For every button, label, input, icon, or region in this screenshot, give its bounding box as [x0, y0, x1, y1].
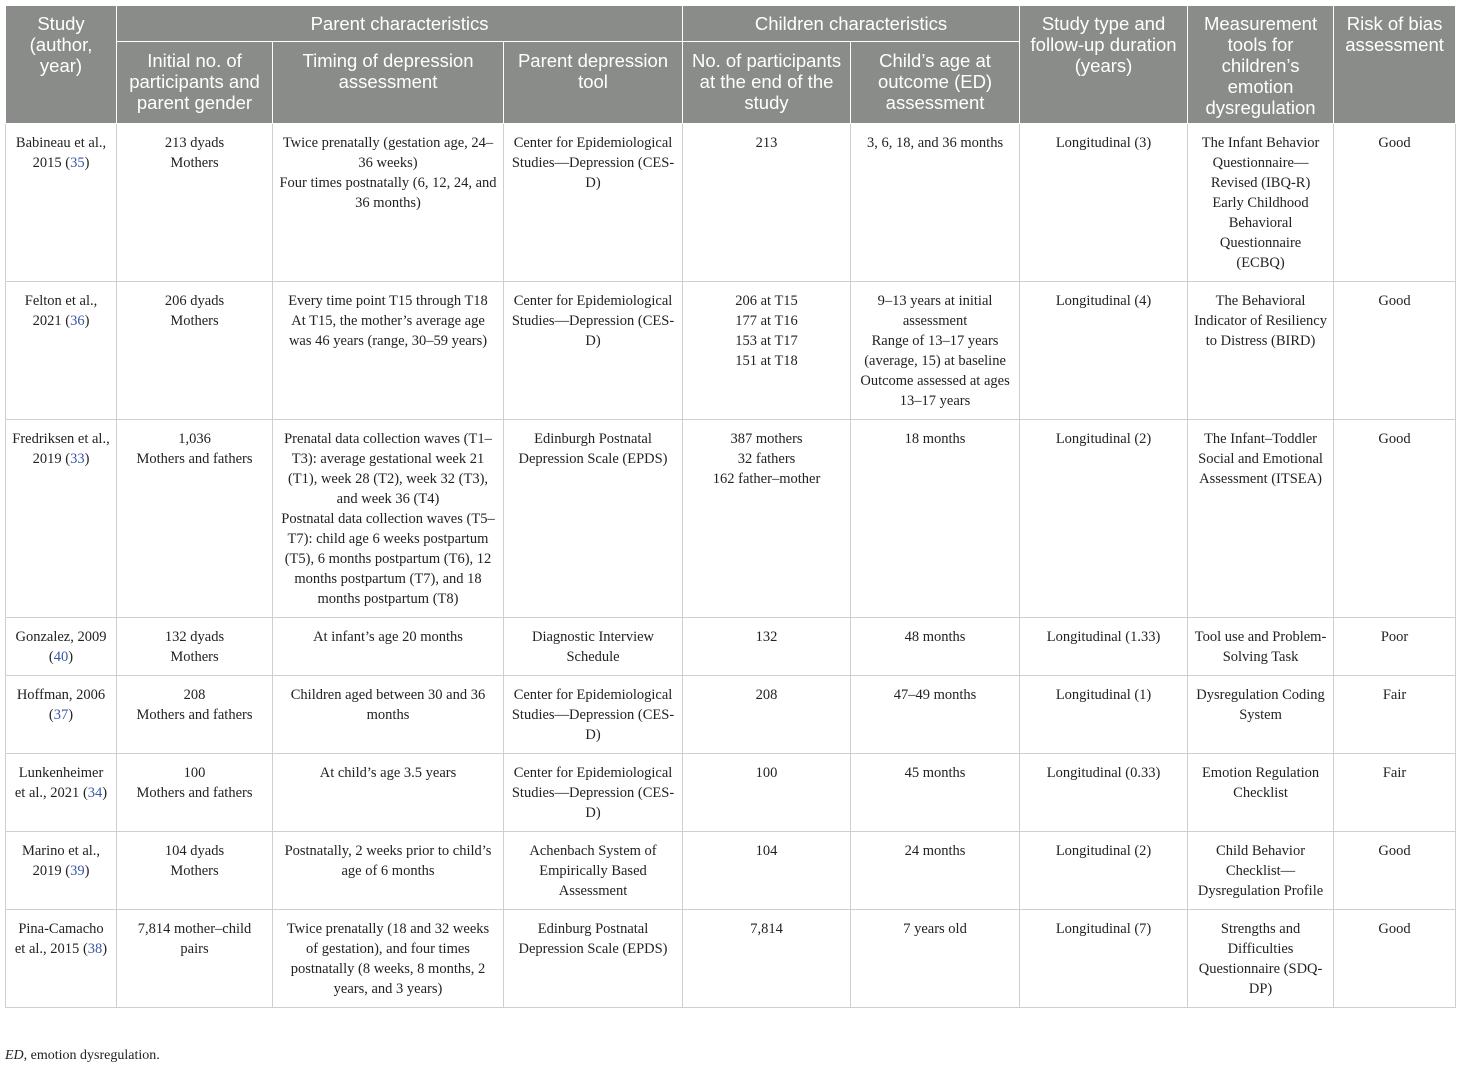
study-cell: Hoffman, 2006 (37)	[6, 676, 117, 754]
cell-line: 177 at T16	[735, 313, 798, 329]
risk-of-bias-cell: Good	[1334, 282, 1456, 420]
participants-end-cell	[683, 754, 851, 832]
cell-line: Mothers	[170, 863, 219, 879]
cell-line: Postnatal data collection waves (T5–T7): child age 6 weeks postpartum (T5), 6 months postpartum (T6), 12 months postpartum (T7), and 18 months postpartum (T8)	[281, 511, 495, 607]
child-age-cell	[851, 420, 1020, 618]
parent-tool-cell	[504, 832, 683, 910]
risk-of-bias-cell: Good	[1334, 124, 1456, 282]
header-study: Study (author, year)	[6, 6, 117, 124]
timing-cell	[273, 754, 504, 832]
cell-line: Longitudinal (2)	[1055, 431, 1152, 447]
cell-line: 104 dyads	[164, 843, 225, 859]
cell-line: Dysregulation Coding System	[1196, 687, 1325, 723]
study-type-cell	[1020, 618, 1188, 676]
header-child-age: Child’s age at outcome (ED) assessment	[851, 41, 1020, 123]
study-cell: Pina-Camacho et al., 2015 (38)	[6, 910, 117, 1008]
cell-line: Longitudinal (7)	[1055, 921, 1152, 937]
cell-line: 1,036	[178, 431, 211, 447]
cell-line: 153 at T17	[735, 333, 798, 349]
cell-line: Center for Epidemiological Studies—Depression (CES-D)	[511, 293, 675, 349]
cell-line: Longitudinal (1.33)	[1046, 629, 1161, 645]
child-age-cell	[851, 124, 1020, 282]
parent-tool-cell	[504, 124, 683, 282]
cell-line: Longitudinal (0.33)	[1046, 765, 1161, 781]
table-header	[6, 6, 1456, 124]
timing-cell	[273, 282, 504, 420]
reference-link[interactable]: 38	[87, 941, 103, 957]
cell-line: Edinburgh Postnatal Depression Scale (EPDS)	[518, 431, 668, 467]
participants-end-cell	[683, 910, 851, 1008]
study-type-cell	[1020, 282, 1188, 420]
cell-line: 47–49 months	[893, 687, 977, 703]
table-row	[6, 124, 1456, 282]
reference-link[interactable]: 36	[70, 313, 85, 329]
cell-line: 132	[755, 629, 778, 645]
parent-tool-cell	[504, 618, 683, 676]
cell-line: 208	[183, 687, 206, 703]
participants-end-cell	[683, 618, 851, 676]
cell-line: 206 dyads	[164, 293, 225, 309]
header-children-characteristics: Children characteristics	[683, 6, 1020, 42]
initial-participants-cell	[117, 420, 273, 618]
cell-line: Mothers	[170, 649, 219, 665]
cell-line: Edinburg Postnatal Depression Scale (EPDS)	[518, 921, 668, 957]
participants-end-cell	[683, 282, 851, 420]
table-row	[6, 618, 1456, 676]
child-age-cell	[851, 676, 1020, 754]
study-type-cell	[1020, 754, 1188, 832]
cell-line: 208	[755, 687, 778, 703]
cell-line: 213	[755, 135, 778, 151]
cell-line: Mothers and fathers	[136, 451, 253, 467]
risk-of-bias-cell: Fair	[1334, 676, 1456, 754]
cell-line: 7,814 mother–child pairs	[137, 921, 252, 957]
participants-end-cell	[683, 124, 851, 282]
cell-line: 206 at T15	[735, 293, 798, 309]
risk-of-bias-cell: Good	[1334, 832, 1456, 910]
study-name: Fredriksen et al., 2019	[12, 431, 110, 467]
initial-participants-cell	[117, 124, 273, 282]
reference-link[interactable]: 34	[87, 785, 103, 801]
study-name: Pina-Camacho et al., 2015	[14, 921, 104, 957]
cell-line: Mothers and fathers	[136, 785, 253, 801]
timing-cell	[273, 420, 504, 618]
cell-line: Longitudinal (3)	[1055, 135, 1152, 151]
study-name: Felton et al., 2021	[24, 293, 98, 329]
cell-line: Center for Epidemiological Studies—Depression (CES-D)	[511, 765, 675, 821]
cell-line: Center for Epidemiological Studies—Depression (CES-D)	[511, 687, 675, 743]
child-age-cell	[851, 754, 1020, 832]
cell-line: 151 at T18	[735, 353, 798, 369]
cell-line: Longitudinal (4)	[1055, 293, 1152, 309]
study-name: Hoffman, 2006	[16, 687, 106, 703]
parent-tool-cell	[504, 676, 683, 754]
timing-cell	[273, 910, 504, 1008]
header-measurement-tools: Measurement tools for children’s emotion dysregulation	[1188, 6, 1334, 124]
measurement-tool-cell	[1188, 676, 1334, 754]
cell-line: Early Childhood Behavioral Questionnaire (ECBQ)	[1212, 195, 1309, 271]
cell-line: 104	[755, 843, 778, 859]
cell-line: Twice prenatally (gestation age, 24–36 weeks)	[282, 135, 494, 171]
timing-cell	[273, 676, 504, 754]
timing-cell	[273, 124, 504, 282]
table-row	[6, 282, 1456, 420]
study-cell: Gonzalez, 2009 (40)	[6, 618, 117, 676]
participants-end-cell	[683, 832, 851, 910]
risk-of-bias-cell: Poor	[1334, 618, 1456, 676]
header-study-type: Study type and follow-up duration (years)	[1020, 6, 1188, 124]
study-type-cell	[1020, 832, 1188, 910]
parent-tool-cell	[504, 910, 683, 1008]
study-type-cell	[1020, 420, 1188, 618]
cell-line: At child’s age 3.5 years	[319, 765, 457, 781]
cell-line: Longitudinal (2)	[1055, 843, 1152, 859]
cell-line: Children aged between 30 and 36 months	[290, 687, 486, 723]
cell-line: 3, 6, 18, and 36 months	[866, 135, 1004, 151]
study-cell: Fredriksen et al., 2019 (33)	[6, 420, 117, 618]
risk-of-bias-cell: Good	[1334, 420, 1456, 618]
reference-link[interactable]: 33	[70, 451, 85, 467]
reference-link[interactable]: 35	[70, 155, 85, 171]
cell-line: Mothers	[170, 313, 219, 329]
timing-cell	[273, 618, 504, 676]
risk-of-bias-cell: Good	[1334, 910, 1456, 1008]
cell-line: The Behavioral Indicator of Resiliency to Distress (BIRD)	[1194, 293, 1327, 349]
cell-line: Range of 13–17 years (average, 15) at baseline	[864, 333, 1006, 369]
participants-end-cell	[683, 676, 851, 754]
timing-cell	[273, 832, 504, 910]
cell-line: 18 months	[904, 431, 966, 447]
initial-participants-cell	[117, 618, 273, 676]
child-age-cell	[851, 618, 1020, 676]
cell-line: 24 months	[904, 843, 966, 859]
cell-line: 387 mothers	[730, 431, 803, 447]
study-table-container	[5, 5, 1455, 1008]
header-participants-end: No. of participants at the end of the study	[683, 41, 851, 123]
study-type-cell	[1020, 910, 1188, 1008]
initial-participants-cell	[117, 282, 273, 420]
header-timing: Timing of depression assessment	[273, 41, 504, 123]
cell-line: Longitudinal (1)	[1055, 687, 1152, 703]
study-name: Marino et al., 2019	[21, 843, 101, 879]
cell-line: Strengths and Difficulties Questionnaire (SDQ-DP)	[1198, 921, 1323, 997]
table-row	[6, 832, 1456, 910]
child-age-cell	[851, 910, 1020, 1008]
cell-line: 162 father–mother	[712, 471, 821, 487]
cell-line: 7 years old	[903, 921, 967, 937]
study-cell: Babineau et al., 2015 (35)	[6, 124, 117, 282]
header-parent-characteristics: Parent characteristics	[117, 6, 683, 42]
table-row	[6, 676, 1456, 754]
study-type-cell	[1020, 124, 1188, 282]
child-age-cell	[851, 832, 1020, 910]
cell-line: Mothers and fathers	[136, 707, 253, 723]
cell-line: 9–13 years at initial assessment	[877, 293, 993, 329]
cell-line: Prenatal data collection waves (T1–T3): average gestational week 21 (T1), week 28 (T2), week 32 (T3), and week 36 (T4)	[284, 431, 492, 507]
study-cell: Lunkenheimer et al., 2021 (34)	[6, 754, 117, 832]
table-row	[6, 420, 1456, 618]
reference-link[interactable]: 40	[53, 649, 69, 665]
initial-participants-cell	[117, 676, 273, 754]
reference-link[interactable]: 37	[53, 707, 69, 723]
cell-line: 100	[183, 765, 206, 781]
cell-line: 45 months	[904, 765, 966, 781]
cell-line: At infant’s age 20 months	[313, 629, 463, 645]
measurement-tool-cell	[1188, 282, 1334, 420]
cell-line: 100	[755, 765, 778, 781]
study-type-cell	[1020, 676, 1188, 754]
measurement-tool-cell	[1188, 420, 1334, 618]
cell-line: Emotion Regulation Checklist	[1201, 765, 1320, 801]
cell-line: 132 dyads	[164, 629, 225, 645]
table-row	[6, 754, 1456, 832]
cell-line: 48 months	[904, 629, 966, 645]
study-characteristics-table	[5, 5, 1456, 1008]
cell-line: 7,814	[750, 921, 783, 937]
header-initial-participants: Initial no. of participants and parent gender	[117, 41, 273, 123]
cell-line: Achenbach System of Empirically Based Assessment	[529, 843, 657, 899]
parent-tool-cell	[504, 282, 683, 420]
cell-line: Mothers	[170, 155, 219, 171]
initial-participants-cell	[117, 754, 273, 832]
cell-line: Every time point T15 through T18	[288, 293, 488, 309]
measurement-tool-cell	[1188, 910, 1334, 1008]
header-parent-tool: Parent depression tool	[504, 41, 683, 123]
participants-end-cell	[683, 420, 851, 618]
parent-tool-cell	[504, 420, 683, 618]
cell-line: Center for Epidemiological Studies—Depression (CES-D)	[511, 135, 675, 191]
study-cell: Marino et al., 2019 (39)	[6, 832, 117, 910]
study-name: Gonzalez, 2009	[15, 629, 107, 645]
cell-line: At T15, the mother’s average age was 46 years (range, 30–59 years)	[288, 313, 488, 349]
study-name: Lunkenheimer et al., 2021	[14, 765, 104, 801]
cell-line: Diagnostic Interview Schedule	[532, 629, 655, 665]
cell-line: Child Behavior Checklist—Dysregulation Profile	[1197, 843, 1324, 899]
study-cell: Felton et al., 2021 (36)	[6, 282, 117, 420]
cell-line: Postnatally, 2 weeks prior to child’s age of 6 months	[284, 843, 492, 879]
cell-line: Twice prenatally (18 and 32 weeks of gestation), and four times postnatally (8 weeks, 8 months, 2 years, and 3 years)	[286, 921, 490, 997]
footnote-text: , emotion dysregulation.	[23, 1048, 160, 1063]
cell-line: 32 fathers	[737, 451, 796, 467]
parent-tool-cell	[504, 754, 683, 832]
initial-participants-cell	[117, 910, 273, 1008]
footnote-abbreviation: ED	[5, 1048, 24, 1063]
measurement-tool-cell	[1188, 832, 1334, 910]
table-row	[6, 910, 1456, 1008]
child-age-cell	[851, 282, 1020, 420]
cell-line: Tool use and Problem-Solving Task	[1194, 629, 1327, 665]
cell-line: 213 dyads	[164, 135, 225, 151]
cell-line: The Infant Behavior Questionnaire—Revised (IBQ-R)	[1201, 135, 1320, 191]
measurement-tool-cell	[1188, 754, 1334, 832]
cell-line: The Infant–Toddler Social and Emotional Assessment (ITSEA)	[1198, 431, 1323, 487]
study-name: Babineau et al., 2015	[15, 135, 107, 171]
table-footnote	[5, 1048, 160, 1064]
risk-of-bias-cell: Fair	[1334, 754, 1456, 832]
cell-line: Four times postnatally (6, 12, 24, and 36 months)	[279, 175, 497, 211]
cell-line: Outcome assessed at ages 13–17 years	[860, 373, 1010, 409]
table-body	[6, 124, 1456, 1008]
reference-link[interactable]: 39	[70, 863, 85, 879]
measurement-tool-cell	[1188, 618, 1334, 676]
header-risk-of-bias: Risk of bias assessment	[1334, 6, 1456, 124]
initial-participants-cell	[117, 832, 273, 910]
measurement-tool-cell	[1188, 124, 1334, 282]
